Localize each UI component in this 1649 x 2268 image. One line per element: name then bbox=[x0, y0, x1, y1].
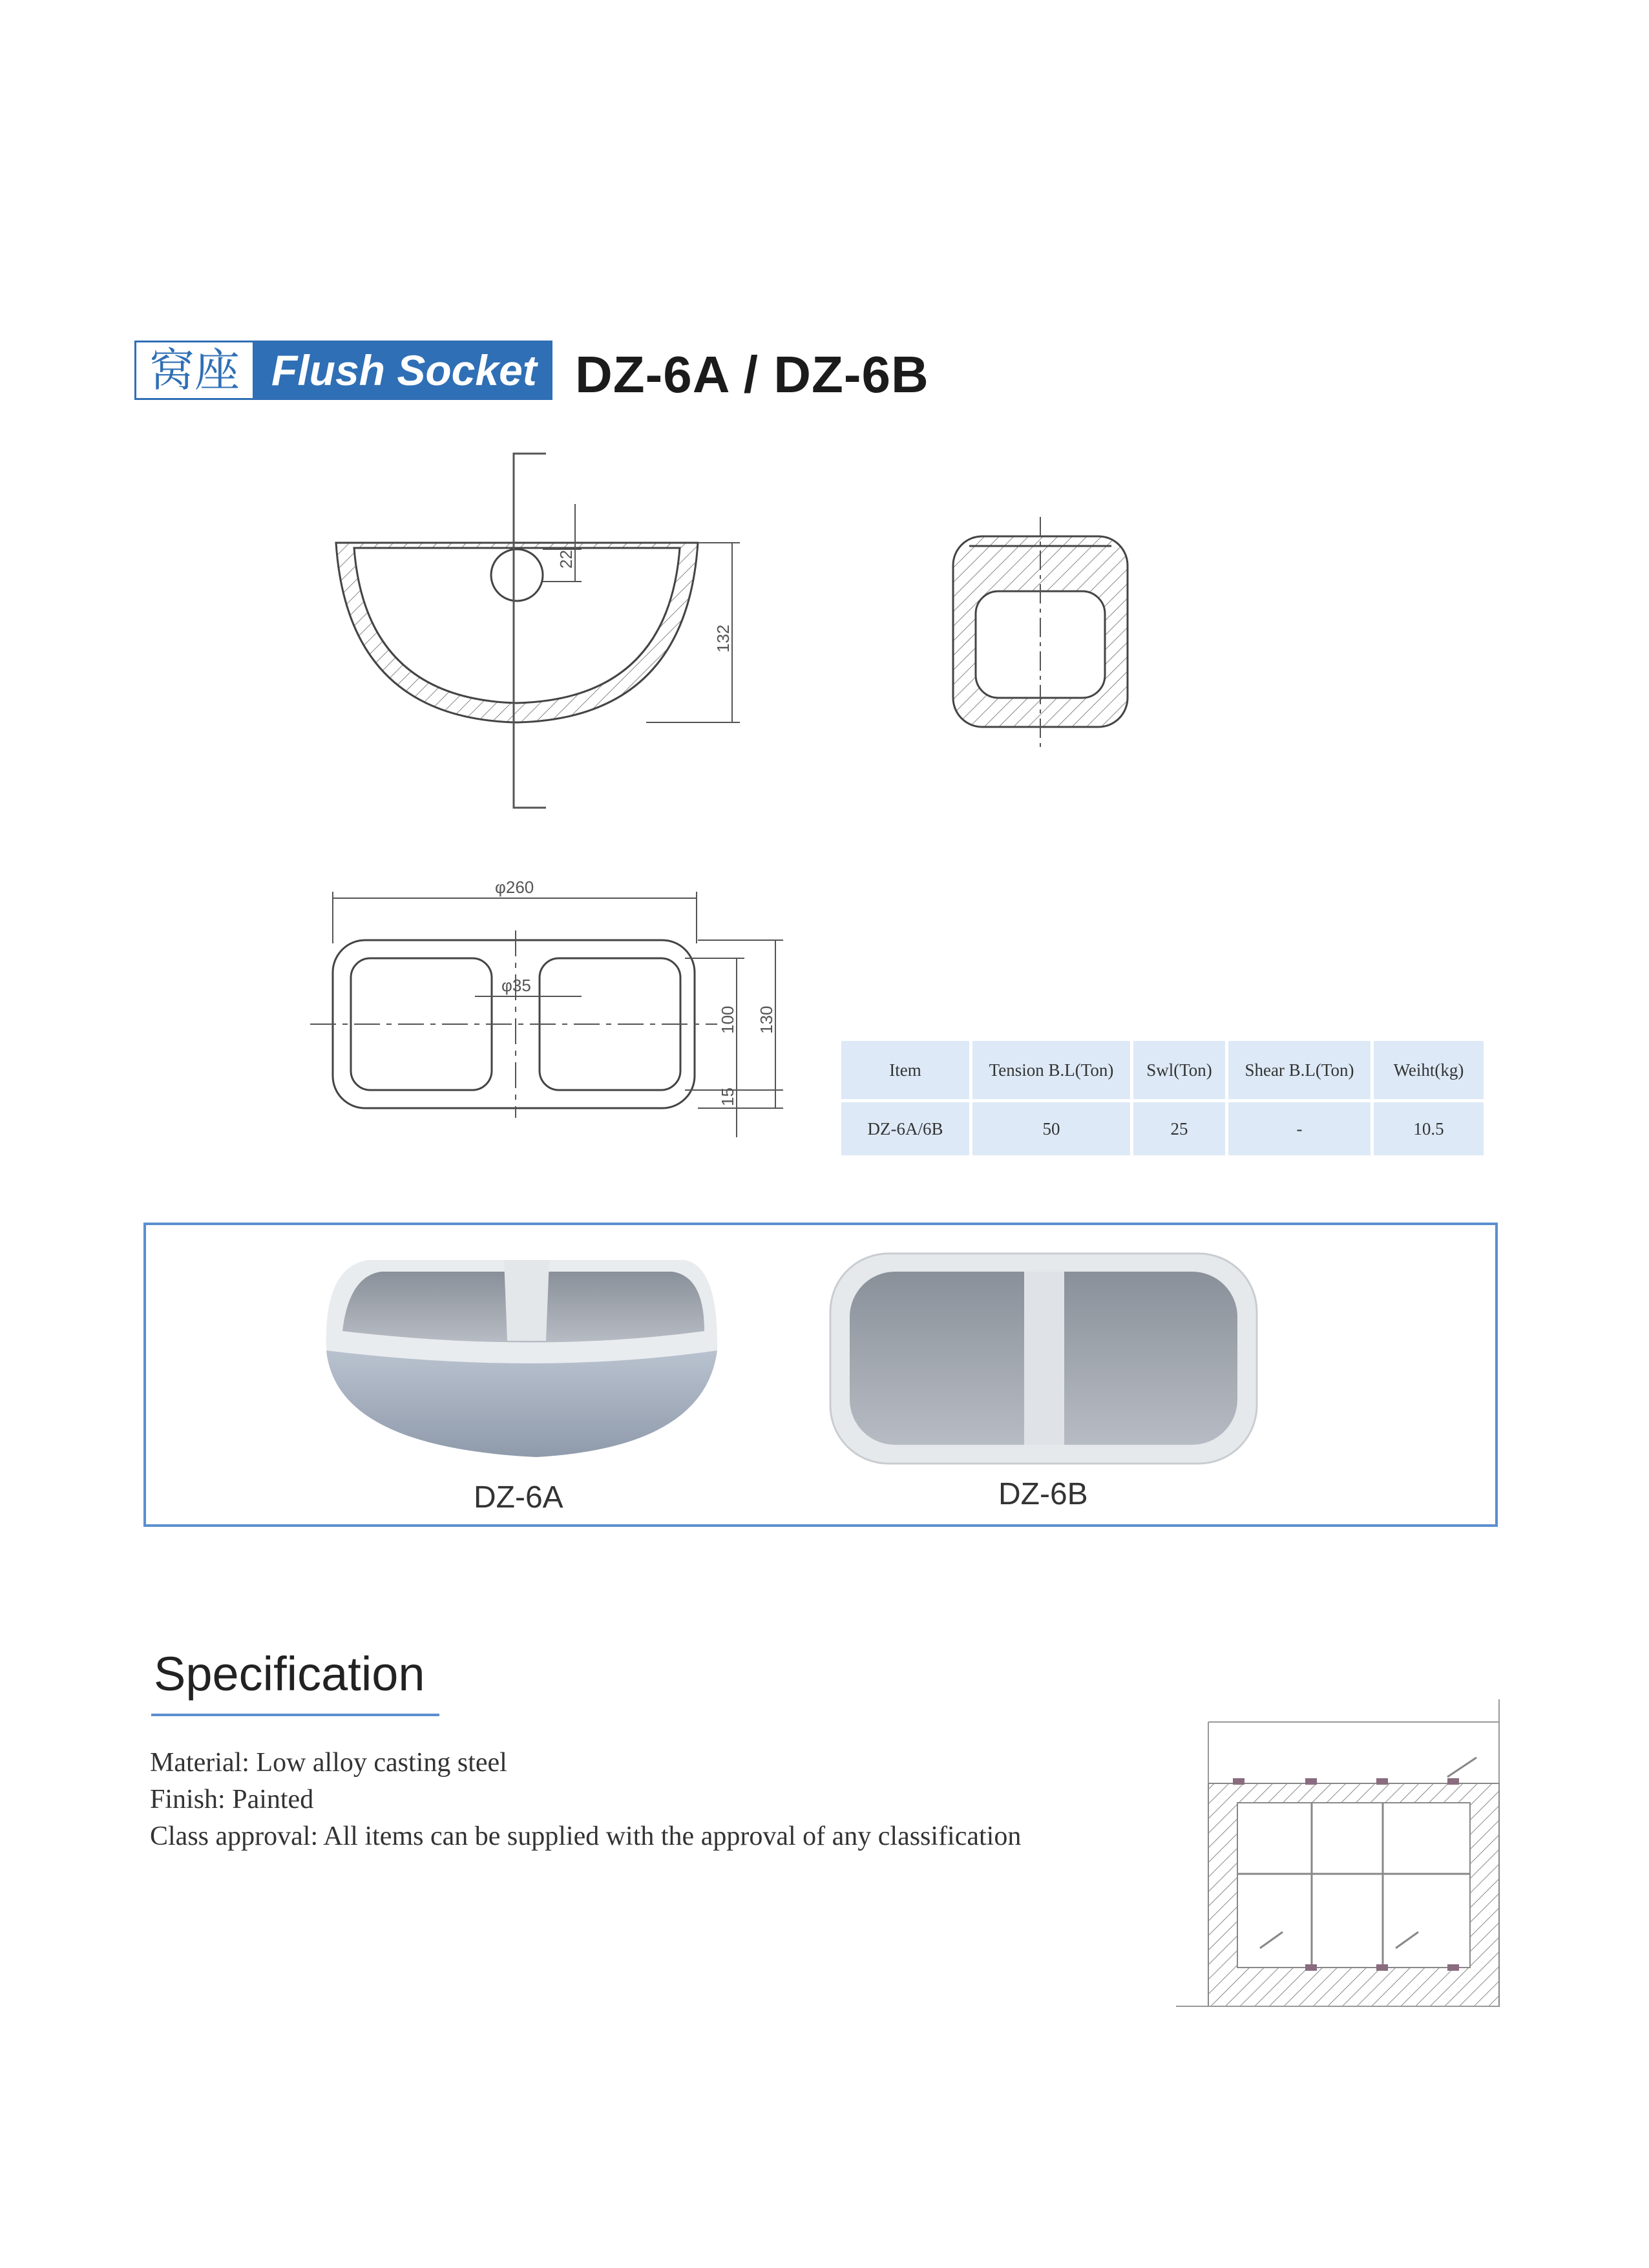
model-number: DZ-6A / DZ-6B bbox=[575, 346, 929, 403]
table-cell: 10.5 bbox=[1374, 1102, 1484, 1155]
english-title: Flush Socket bbox=[255, 341, 552, 400]
caption-dz-6a: DZ-6A bbox=[474, 1480, 563, 1515]
dim-260-label: φ260 bbox=[495, 877, 534, 897]
table-cell: - bbox=[1228, 1102, 1371, 1155]
table-cell: 25 bbox=[1133, 1102, 1225, 1155]
table-header-cell: Shear B.L(Ton) bbox=[1228, 1041, 1371, 1099]
specification-text bbox=[150, 1745, 1021, 1855]
photo-dz-6b bbox=[830, 1254, 1257, 1464]
caption-dz-6b: DZ-6B bbox=[998, 1477, 1088, 1511]
table-header-cell: Tension B.L(Ton) bbox=[972, 1041, 1130, 1099]
dim-100-label: 100 bbox=[718, 1005, 737, 1034]
photo-dz-6a bbox=[326, 1260, 717, 1457]
specification-heading: Specification bbox=[154, 1647, 425, 1701]
specification-underline bbox=[151, 1714, 439, 1716]
chinese-title: 窝座 bbox=[134, 341, 255, 400]
table-header-cell: Weiht(kg) bbox=[1374, 1041, 1484, 1099]
dim-15-label: 15 bbox=[718, 1087, 737, 1106]
table-cell: 50 bbox=[972, 1102, 1130, 1155]
table-header-cell: Swl(Ton) bbox=[1133, 1041, 1225, 1099]
spec-class-approval: Class approval: All items can be supplied with the approval of any classification bbox=[150, 1822, 1022, 1851]
spec-finish: Finish: Painted bbox=[150, 1785, 314, 1814]
dim-22-label: 22 bbox=[556, 550, 576, 569]
dim-130-label: 130 bbox=[757, 1005, 776, 1034]
spec-material: Material: Low alloy casting steel bbox=[150, 1748, 507, 1778]
table-cell: DZ-6A/6B bbox=[841, 1102, 969, 1155]
dim-35-label: φ35 bbox=[501, 976, 531, 995]
table-header-cell: Item bbox=[841, 1041, 969, 1099]
dim-132-label: 132 bbox=[713, 624, 733, 653]
